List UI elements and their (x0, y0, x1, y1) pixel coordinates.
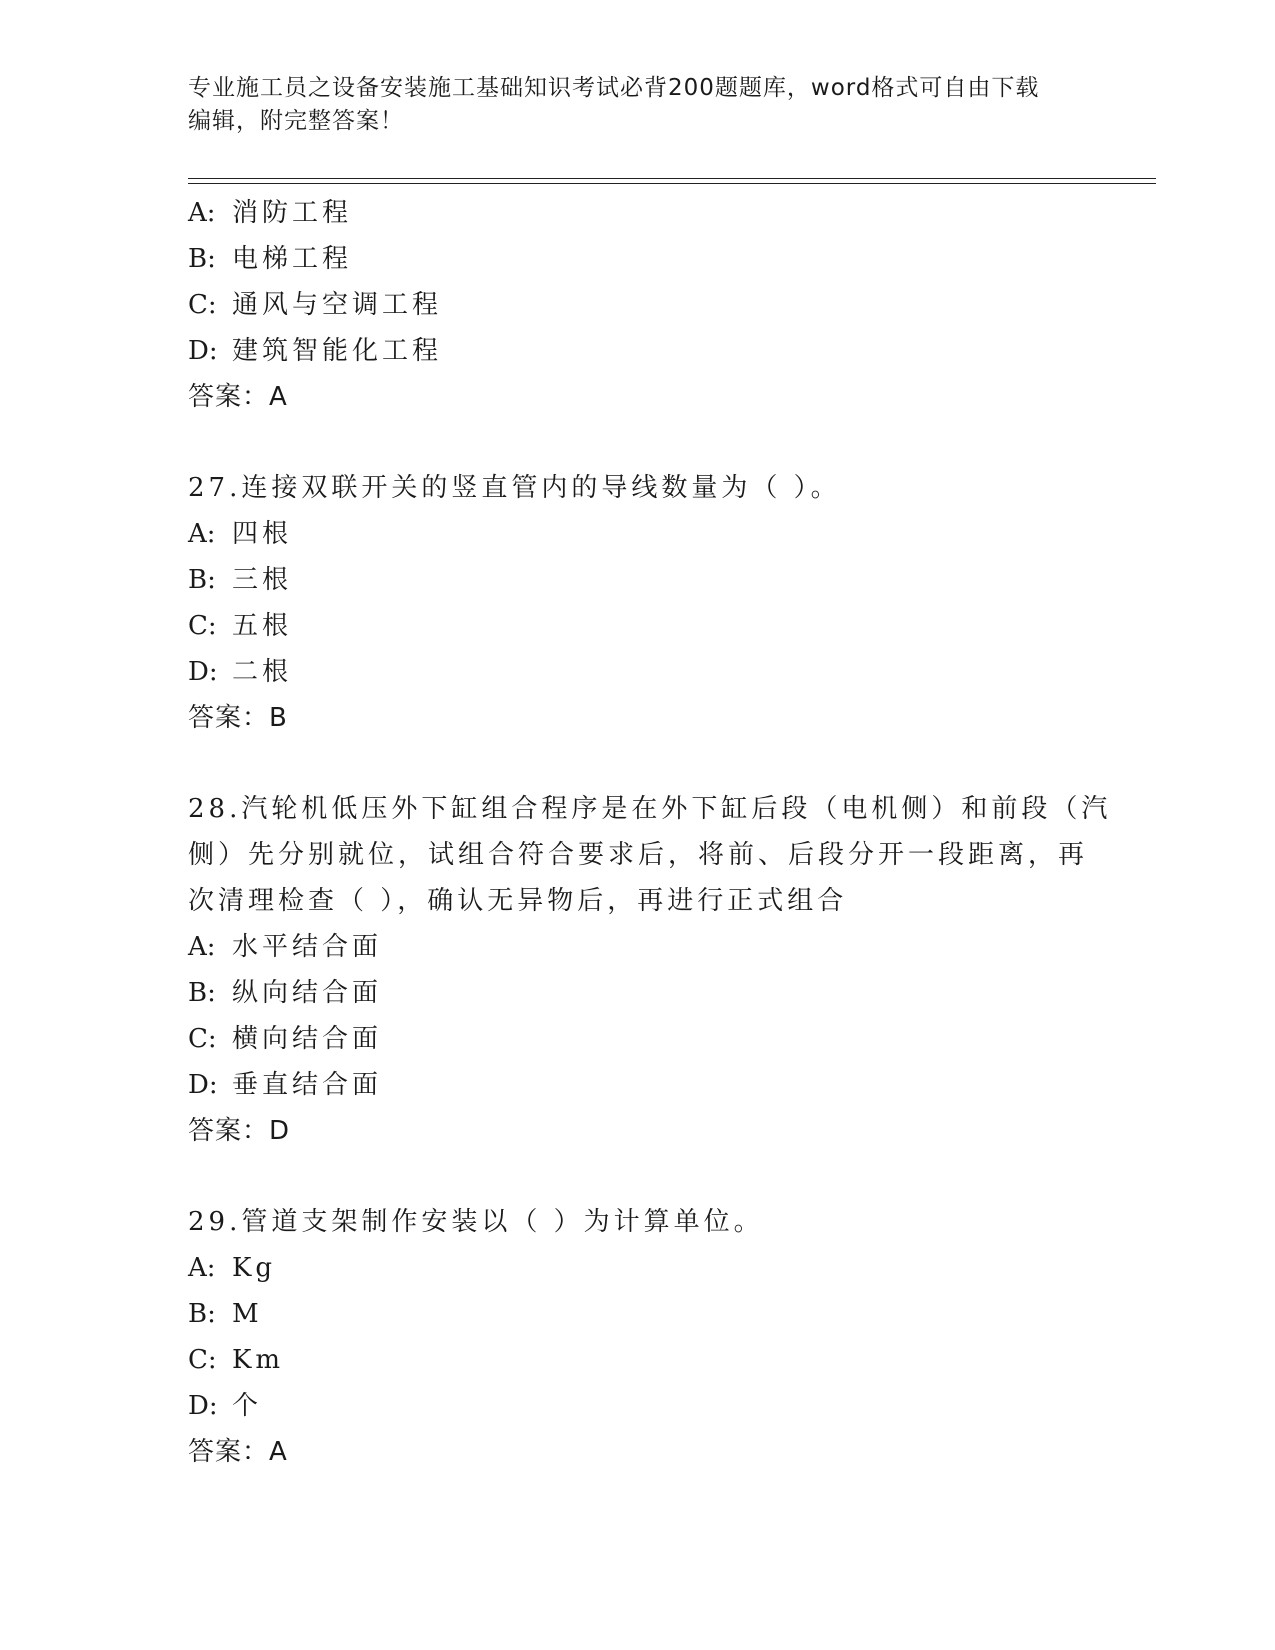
option-label: D: (188, 1391, 218, 1421)
spacer (188, 741, 1148, 786)
option-b (188, 557, 1148, 603)
question-stem: 27.连接双联开关的竖直管内的导线数量为（ ）。 (188, 473, 841, 503)
option-d (188, 1062, 1148, 1108)
question-stem-line-3: 次清理检查（ ），确认无异物后，再进行正式组合 (188, 886, 848, 916)
option-d (188, 1383, 1148, 1429)
question-list (188, 190, 1148, 1475)
option-a (188, 190, 1148, 236)
question-26 (188, 190, 1148, 420)
option-c (188, 603, 1148, 649)
question-27 (188, 465, 1148, 741)
option-text: 垂直结合面 (232, 1070, 383, 1100)
option-text: 水平结合面 (232, 932, 383, 962)
header-divider-top (188, 178, 1156, 179)
option-label: D: (188, 657, 218, 687)
header-divider-bottom (188, 183, 1156, 184)
option-label: A: (188, 932, 216, 962)
answer: 答案：D (188, 1116, 291, 1146)
option-text: 消防工程 (232, 198, 353, 228)
question-stem: 29.管道支架制作安装以（ ）为计算单位。 (188, 1207, 764, 1237)
header-title-line-2: 编辑，附完整答案！ (188, 108, 404, 134)
option-c (188, 1337, 1148, 1383)
option-text: 横向结合面 (232, 1024, 383, 1054)
option-text: 五根 (232, 611, 293, 641)
option-b (188, 970, 1148, 1016)
option-d (188, 328, 1148, 374)
spacer (188, 1154, 1148, 1199)
option-a (188, 924, 1148, 970)
question-28 (188, 786, 1148, 1154)
option-text: 纵向结合面 (232, 978, 383, 1008)
option-c (188, 1016, 1148, 1062)
option-label: C: (188, 1345, 217, 1375)
option-text: M (232, 1299, 263, 1329)
spacer (188, 420, 1148, 465)
question-29 (188, 1199, 1148, 1475)
option-a (188, 1245, 1148, 1291)
option-a (188, 511, 1148, 557)
option-label: A: (188, 198, 216, 228)
option-b (188, 236, 1148, 282)
answer: 答案：B (188, 703, 288, 733)
option-label: B: (188, 244, 216, 274)
option-label: A: (188, 519, 216, 549)
option-b (188, 1291, 1148, 1337)
option-label: B: (188, 978, 216, 1008)
option-label: D: (188, 336, 218, 366)
option-label: C: (188, 1024, 217, 1054)
option-label: A: (188, 1253, 216, 1283)
option-text: 二根 (232, 657, 293, 687)
header-title-line-1: 专业施工员之设备安装施工基础知识考试必背200题题库，word格式可自由下载 (188, 75, 1040, 101)
option-text: 三根 (232, 565, 293, 595)
option-c (188, 282, 1148, 328)
option-d (188, 649, 1148, 695)
document-header (188, 72, 1088, 138)
option-label: C: (188, 290, 217, 320)
option-label: B: (188, 1299, 216, 1329)
option-text: Kg (232, 1253, 277, 1283)
option-label: C: (188, 611, 217, 641)
option-label: B: (188, 565, 216, 595)
question-stem-line-2: 侧）先分别就位，试组合符合要求后，将前、后段分开一段距离，再 (188, 840, 1089, 870)
answer: 答案：A (188, 1437, 288, 1467)
option-text: 个 (232, 1391, 263, 1421)
answer: 答案：A (188, 382, 288, 412)
option-text: 通风与空调工程 (232, 290, 443, 320)
option-text: 电梯工程 (232, 244, 353, 274)
option-text: 建筑智能化工程 (232, 336, 443, 366)
option-text: 四根 (232, 519, 293, 549)
question-stem-line-1: 28.汽轮机低压外下缸组合程序是在外下缸后段（电机侧）和前段（汽 (188, 794, 1112, 824)
option-text: Km (232, 1345, 285, 1375)
option-label: D: (188, 1070, 218, 1100)
